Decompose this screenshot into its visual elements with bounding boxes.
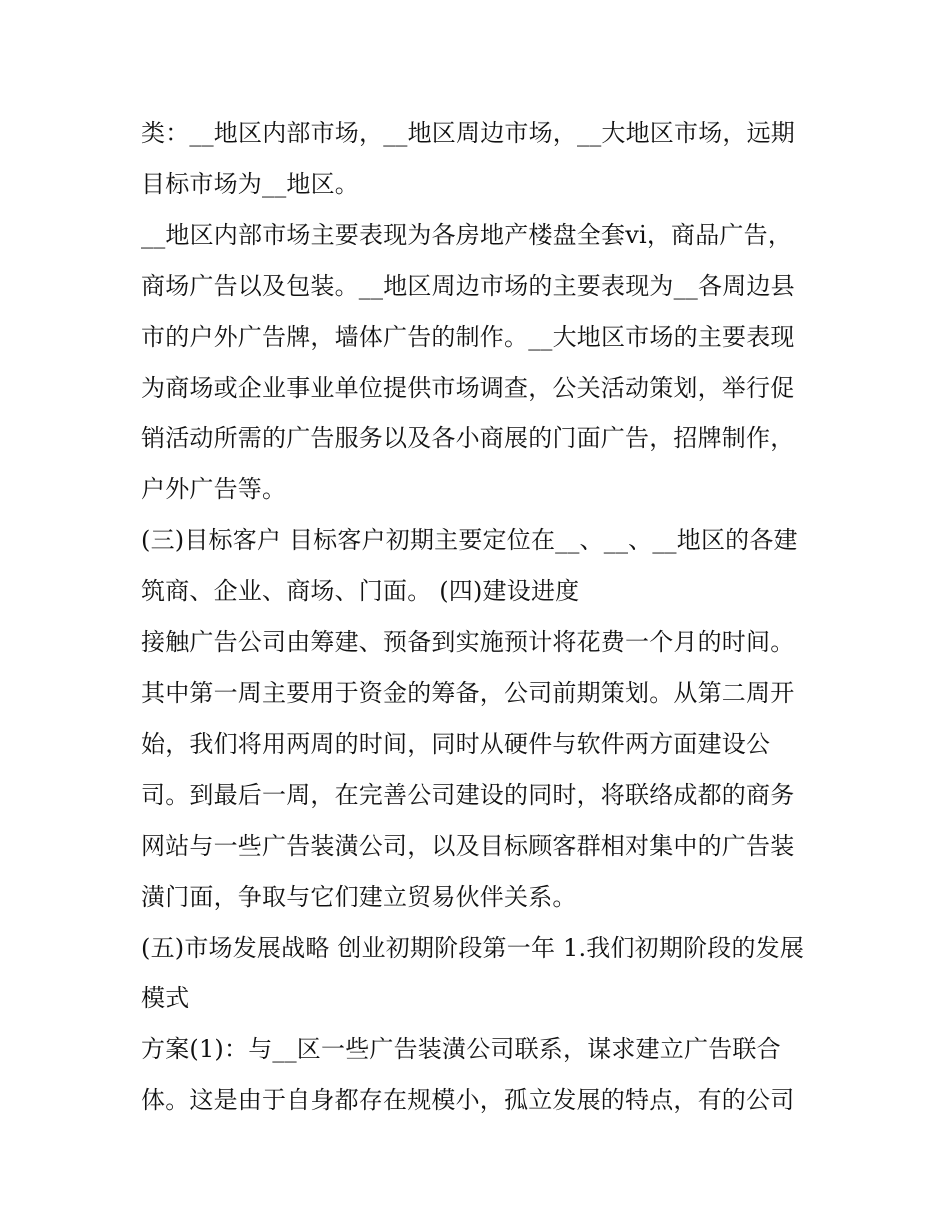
text-line: 始，我们将用两周的时间，同时从硬件与软件两方面建设公 <box>141 729 771 758</box>
text-line: 户外广告等。 <box>141 475 287 504</box>
text-line: 方案(1)：与__区一些广告装潢公司联系，谋求建立广告联合 <box>141 1035 781 1064</box>
text-line: __地区内部市场主要表现为各房地产楼盘全套vi，商品广告， <box>141 220 793 249</box>
text-line: 接触广告公司由筹建、预备到实施预计将花费一个月的时间。 <box>141 628 795 657</box>
text-line: 商场广告以及包装。__地区周边市场的主要表现为__各周边县 <box>141 271 795 300</box>
text-line: 司。到最后一周，在完善公司建设的同时，将联络成都的商务 <box>141 780 795 809</box>
text-line: 筑商、企业、商场、门面。 (四)建设进度 <box>141 577 580 606</box>
text-line: 模式 <box>141 984 190 1013</box>
text-line: 市的户外广告牌，墙体广告的制作。__大地区市场的主要表现 <box>141 322 795 351</box>
text-line: 网站与一些广告装潢公司，以及目标顾客群相对集中的广告装 <box>141 831 795 860</box>
text-line: 为商场或企业事业单位提供市场调查，公关活动策划，举行促 <box>141 373 795 402</box>
document-body <box>141 108 821 1126</box>
text-line: 体。这是由于自身都存在规模小，孤立发展的特点，有的公司 <box>141 1086 795 1115</box>
text-line: (三)目标客户 目标客户初期主要定位在__、__、__地区的各建 <box>141 526 798 555</box>
text-line: 目标市场为__地区。 <box>141 169 359 198</box>
text-line: 其中第一周主要用于资金的筹备，公司前期策划。从第二周开 <box>141 678 795 707</box>
text-line: (五)市场发展战略 创业初期阶段第一年 1.我们初期阶段的发展 <box>141 933 805 962</box>
text-line: 类：__地区内部市场，__地区周边市场，__大地区市场，远期 <box>141 119 795 147</box>
text-line: 潢门面，争取与它们建立贸易伙伴关系。 <box>141 882 577 911</box>
text-line: 销活动所需的广告服务以及各小商展的门面广告，招牌制作， <box>141 424 795 453</box>
